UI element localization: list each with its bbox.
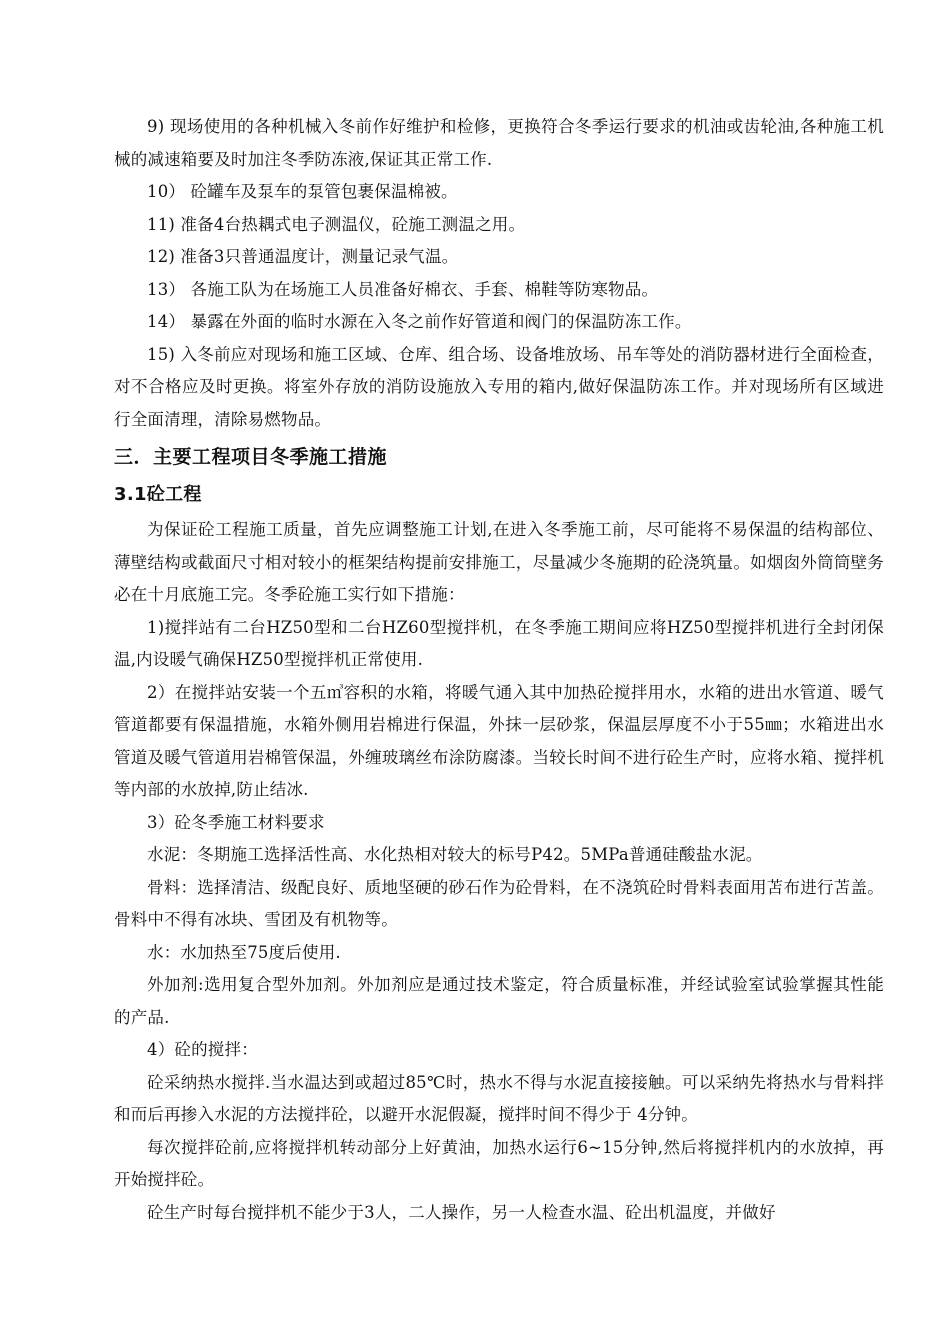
paragraph-item-9: 9) 现场使用的各种机械入冬前作好维护和检修，更换符合冬季运行要求的机油或齿轮油,各种施工机械的减速箱要及时加注冬季防冻液,保证其正常工作. — [114, 117, 884, 169]
subsection-title: 3.1砼工程 — [114, 484, 202, 505]
paragraph-item-11: 11) 准备4台热耦式电子测温仪，砼施工测温之用。 — [147, 214, 526, 234]
document-body — [114, 111, 884, 1229]
paragraph-intro: 为保证砼工程施工质量，首先应调整施工计划,在进入冬季施工前，尽可能将不易保温的结构部位、薄壁结构或截面尺寸相对较小的框架结构提前安排施工，尽量减少冬施期的砼浇筑量。如烟囱外筒筒壁务必在十月底施工完。冬季砼施工实行如下措施： — [114, 520, 884, 604]
paragraph-item-12: 12) 准备3只普通温度计，测量记录气温。 — [147, 247, 459, 266]
section-title: 三．主要工程项目冬季施工措施 — [114, 446, 388, 468]
paragraph-mixer-prep: 每次搅拌砼前,应将搅拌机转动部分上好黄油，加热水运行6~15分钟,然后将搅拌机内的水放掉，再开始搅拌砼。 — [114, 1137, 884, 1189]
paragraph-aggregate: 骨料：选择清洁、级配良好、质地坚硬的砂石作为砼骨料，在不浇筑砼时骨料表面用苫布进行苫盖。骨料中不得有冰块、雪团及有机物等。 — [114, 877, 884, 929]
paragraph-item-10: 10） 砼罐车及泵车的泵管包裹保温棉被。 — [147, 182, 458, 201]
paragraph-staffing: 砼生产时每台搅拌机不能少于3人，二人操作，另一人检查水温、砼出机温度，并做好 — [147, 1202, 776, 1222]
paragraph-water: 水：水加热至75度后使用. — [147, 942, 341, 962]
paragraph-item-15: 15) 入冬前应对现场和施工区域、仓库、组合场、设备堆放场、吊车等处的消防器材进行全面检查，对不合格应及时更换。将室外存放的消防设施放入专用的箱内,做好保温防冻工作。并对现场所有区域进行全面清理，清除易燃物品。 — [114, 344, 884, 429]
paragraph-hot-water-mixing: 砼采纳热水搅拌.当水温达到或超过85℃时，热水不得与水泥直接接触。可以采纳先将热水与骨料拌和而后再掺入水泥的方法搅拌砼，以避开水泥假凝，搅拌时间不得少于 4分钟。 — [114, 1072, 884, 1124]
paragraph-step-2: 2）在搅拌站安装一个五㎥容积的水箱，将暖气通入其中加热砼搅拌用水，水箱的进出水管道、暖气管道都要有保温措施，水箱外侧用岩棉进行保温，外抹一层砂浆，保温层厚度不小于55㎜；水箱进出水管道及暖气管道用岩棉管保温，外缠玻璃丝布涂防腐漆。当较长时间不进行砼生产时，应将水箱、搅拌机等内部的水放掉,防止结冰. — [114, 682, 884, 799]
paragraph-cement: 水泥：冬期施工选择活性高、水化热相对较大的标号P42。5MPa普通硅酸盐水泥。 — [147, 845, 763, 864]
paragraph-step-1: 1)搅拌站有二台HZ50型和二台HZ60型搅拌机，在冬季施工期间应将HZ50型搅拌机进行全封闭保温,内设暖气确保HZ50型搅拌机正常使用. — [114, 617, 884, 669]
paragraph-admixture: 外加剂:选用复合型外加剂。外加剂应是通过技术鉴定，符合质量标准，并经试验室试验掌握其性能的产品. — [114, 975, 884, 1027]
paragraph-step-3: 3）砼冬季施工材料要求 — [147, 812, 325, 832]
paragraph-item-13: 13） 各施工队为在场施工人员准备好棉衣、手套、棉鞋等防寒物品。 — [147, 279, 659, 299]
paragraph-step-4: 4）砼的搅拌： — [147, 1040, 258, 1059]
paragraph-item-14: 14） 暴露在外面的临时水源在入冬之前作好管道和阀门的保温防冻工作。 — [147, 312, 692, 331]
